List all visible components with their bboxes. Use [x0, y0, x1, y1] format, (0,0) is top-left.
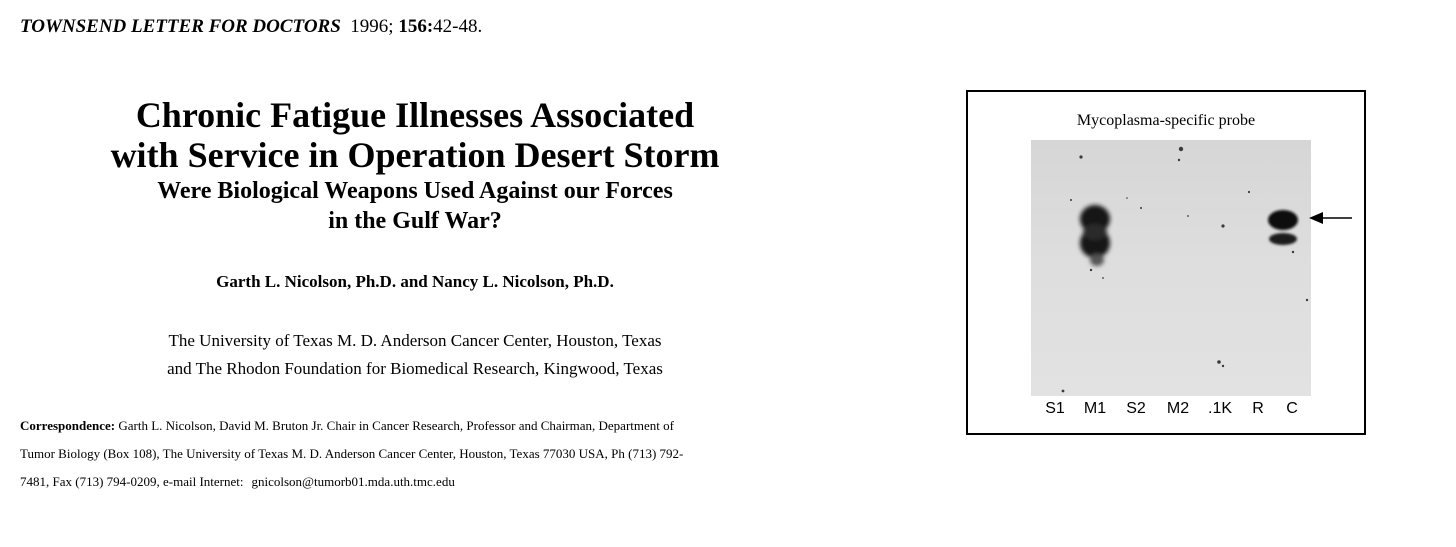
western-blot-figure: [966, 90, 1366, 435]
subtitle-line-1: Were Biological Weapons Used Against our Forces: [157, 178, 673, 204]
citation: [20, 16, 482, 38]
correspondence-line-3: [20, 468, 790, 496]
left-arrow-icon: [1308, 210, 1354, 226]
lane-label-c: C: [1286, 400, 1298, 417]
correspondence-text-3: 7481, Fax (713) 794-0209, e-mail Internet:: [20, 474, 244, 489]
lane-label-s1: S1: [1045, 400, 1065, 417]
journal-name: TOWNSEND LETTER FOR DOCTORS: [20, 16, 341, 37]
lane-label-s2: S2: [1126, 400, 1146, 417]
blot-membrane: [1031, 140, 1311, 396]
lane-label-m1: M1: [1083, 400, 1107, 417]
citation-year: 1996;: [350, 16, 394, 37]
affiliation-line-1: The University of Texas M. D. Anderson Cancer Center, Houston, Texas: [168, 331, 662, 350]
lane-labels: [1038, 400, 1308, 422]
correspondence: [20, 412, 790, 496]
correspondence-line-2: Tumor Biology (Box 108), The University of Texas M. D. Anderson Cancer Center, Houston, Texas 77030 USA, Ph (713) 792-: [20, 446, 684, 461]
correspondence-line-1: [20, 412, 790, 440]
citation-pages: 42-48.: [433, 16, 483, 37]
affiliation-line-2: and The Rhodon Foundation for Biomedical Research, Kingwood, Texas: [167, 359, 663, 378]
citation-volume: 156:: [398, 16, 434, 37]
lane-label-m2: M2: [1166, 400, 1190, 417]
figure-caption: Mycoplasma-specific probe: [1076, 112, 1256, 129]
membrane-background: [1031, 140, 1311, 396]
authors: Garth L. Nicolson, Ph.D. and Nancy L. Nicolson, Ph.D.: [216, 272, 614, 291]
title-block: [40, 95, 790, 235]
affiliation: [40, 327, 790, 383]
title-line-2: with Service in Operation Desert Storm: [110, 135, 720, 175]
email-address: gnicolson@tumorb01.mda.uth.tmc.edu: [251, 474, 455, 489]
lane-label-r: R: [1252, 400, 1264, 417]
title-line-1: Chronic Fatigue Illnesses Associated: [135, 95, 695, 135]
correspondence-text-1: Garth L. Nicolson, David M. Bruton Jr. Chair in Cancer Research, Professor and Chairman, Department of: [118, 418, 674, 433]
subtitle-line-2: in the Gulf War?: [328, 208, 502, 234]
lane-label-1k: .1K: [1207, 400, 1233, 417]
correspondence-label: Correspondence:: [20, 418, 116, 433]
